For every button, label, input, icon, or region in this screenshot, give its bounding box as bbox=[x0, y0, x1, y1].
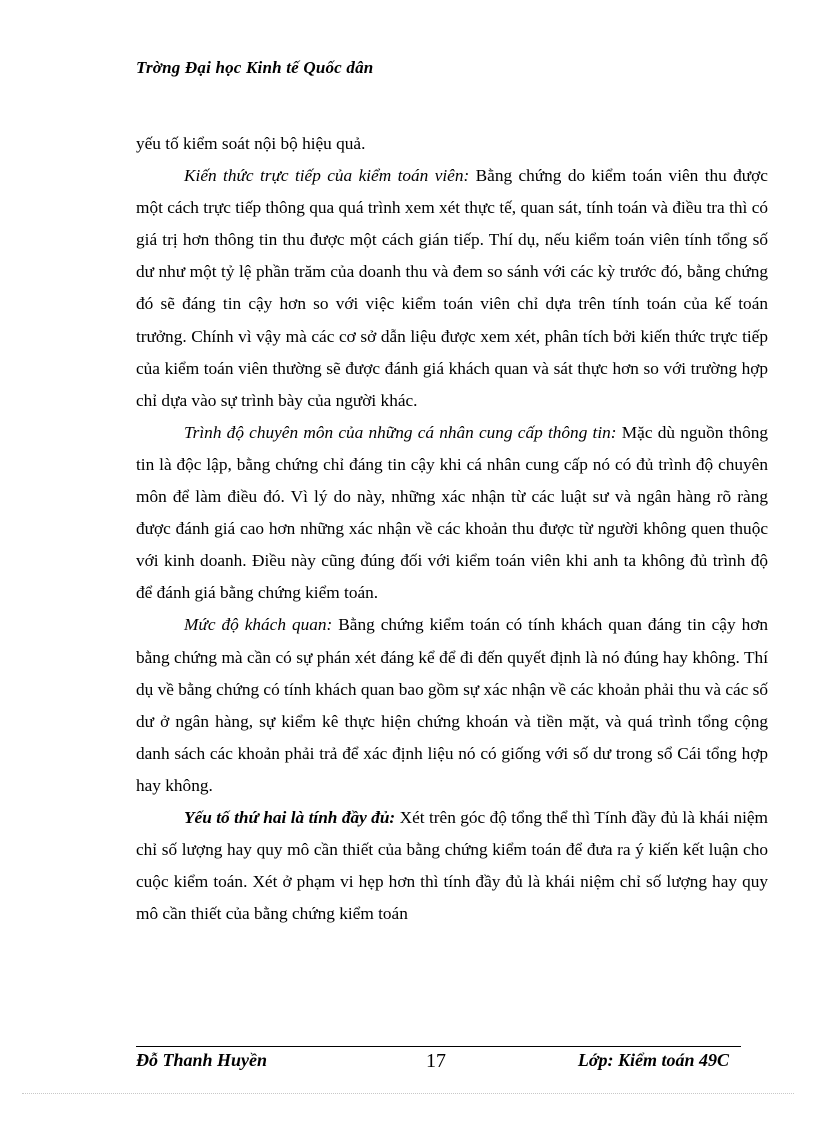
footer-divider bbox=[136, 1046, 741, 1047]
paragraph-lead: Trình độ chuyên môn của những cá nhân cung cấp thông tin: bbox=[184, 422, 617, 442]
paragraph-continuation bbox=[136, 128, 768, 160]
paragraph-text: Bằng chứng do kiểm toán viên thu được một cách trực tiếp thông qua quá trình xem xét thực tế, quan sát, tính toán và điều tra thì có giá trị hơn thông tin thu được một cách gián tiếp. Thí dụ, nếu kiểm toán viên tính tổng số dư như một tỷ lệ phần trăm của doanh thu và đem so sánh với các kỳ trước đó, bằng chứng đó sẽ đáng tin cậy hơn so với việc kiểm toán viên chỉ dựa trên tính toán của kế toán trưởng. Chính vì vậy mà các cơ sở dẫn liệu được xem xét, phân tích bởi kiến thức trực tiếp của kiểm toán viên thường sẽ được đánh giá khách quan và sát thực hơn so với trường hợp chỉ dựa vào sự trình bày của người khác. bbox=[136, 166, 768, 410]
paragraph-sufficiency bbox=[136, 802, 768, 930]
paragraph-expertise bbox=[136, 417, 768, 610]
paragraph-text: Mặc dù nguồn thông tin là độc lập, bằng chứng chỉ đáng tin cậy khi cá nhân cung cấp nó có đủ trình độ chuyên môn để làm điều đó. Vì lý do này, những xác nhận từ các luật sư và ngân hàng rõ ràng được đánh giá cao hơn những xác nhận về các khoản thu được từ người không quen thuộc với kinh doanh. Điều này cũng đúng đối với kiểm toán viên khi anh ta không đủ trình độ để đánh giá bằng chứng kiểm toán. bbox=[136, 422, 768, 603]
header-title: Trờng Đại học Kinh tế Quốc dân bbox=[136, 58, 374, 77]
paragraph-lead: Yếu tố thứ hai là tính đầy đủ: bbox=[184, 807, 396, 827]
paragraph-text: yếu tố kiểm soát nội bộ hiệu quả. bbox=[136, 134, 366, 153]
paragraph-text: Xét trên góc độ tổng thể thì Tính đầy đủ là khái niệm chỉ số lượng hay quy mô cần thiết của bằng chứng kiểm toán để đưa ra ý kiến kết luận cho cuộc kiểm toán. Xét ở phạm vi hẹp hơn thì tính đầy đủ là khái niệm chỉ số lượng hay quy mô cần thiết của bằng chứng kiểm toán bbox=[136, 807, 768, 924]
document-footer bbox=[136, 1050, 741, 1072]
page-bottom-edge bbox=[22, 1093, 794, 1094]
document-header bbox=[136, 58, 373, 78]
paragraph-lead: Kiến thức trực tiếp của kiểm toán viên: bbox=[184, 166, 470, 186]
footer-author: Đỗ Thanh Huyền bbox=[136, 1050, 268, 1070]
footer-class: Lớp: Kiểm toán 49C bbox=[577, 1050, 729, 1070]
paragraph-text: Bằng chứng kiểm toán có tính khách quan đáng tin cậy hơn bằng chứng mà cần có sự phán xét đáng kể để đi đến quyết định là nó đúng hay không. Thí dụ về bằng chứng có tính khách quan bao gồm sự xác nhận về các khoản phải thu và các số dư ở ngân hàng, sự kiểm kê thực hiện chứng khoán và tiền mặt, và quá trình tổng cộng danh sách các khoản phải trả để xác định liệu nó có giống với số dư trong sổ Cái tổng hợp hay không. bbox=[136, 615, 769, 795]
paragraph-objectivity bbox=[136, 609, 768, 802]
document-body bbox=[136, 128, 768, 930]
paragraph-direct-knowledge bbox=[136, 160, 768, 417]
page-number: 17 bbox=[426, 1050, 446, 1072]
paragraph-lead: Mức độ khách quan: bbox=[184, 615, 333, 635]
